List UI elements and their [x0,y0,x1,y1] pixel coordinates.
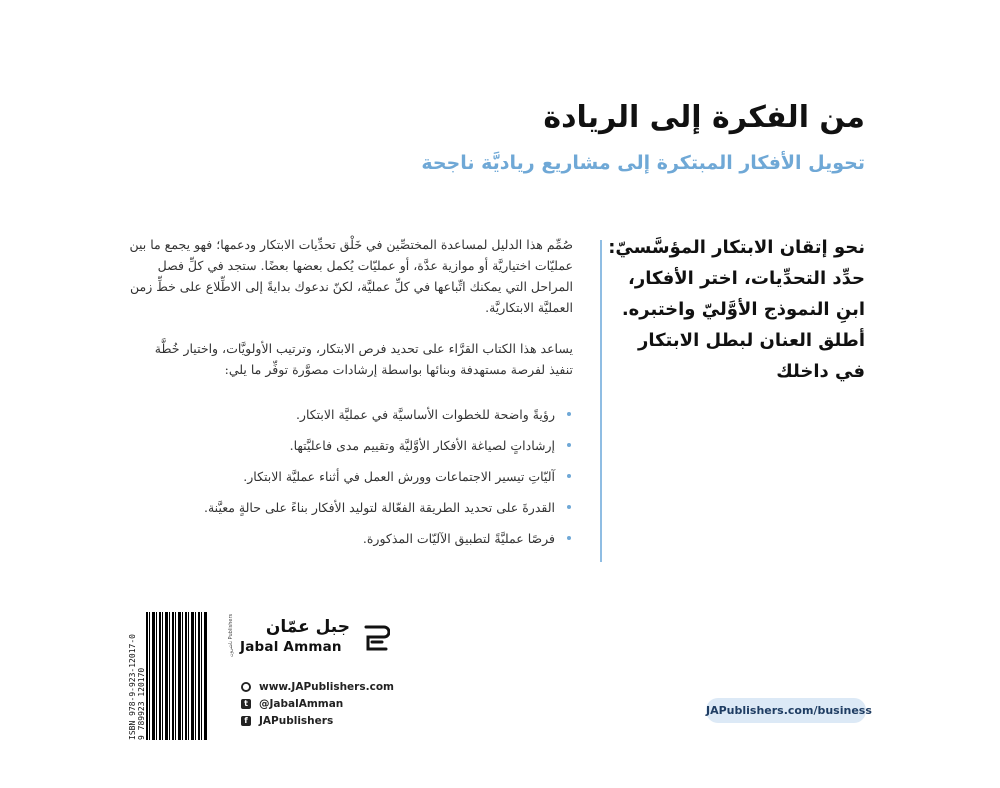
facebook-icon: f [241,716,251,726]
facebook-handle[interactable]: JAPublishers [259,714,334,727]
list-item-text: إرشاداتٍ لصياغة الأفكار الأوَّليَّة وتقييم مدى فاعليَّتها. [289,438,555,453]
bullet-dot-icon [567,412,571,416]
list-item [128,435,573,466]
bullet-dot-icon [567,536,571,540]
bullet-dot-icon [567,505,571,509]
list-item [128,528,573,559]
contact-facebook[interactable] [241,712,394,729]
list-item [128,404,573,435]
barcode [146,612,208,740]
publisher-name-arabic: جبل عمّان [265,617,350,637]
barcode-block [128,612,210,740]
slogan-line: حدِّد التحدِّيات، اختر الأفكار، [628,268,865,289]
benefits-list [128,404,573,559]
slogan-line: ابنِ النموذج الأوَّليّ واختبره. [621,299,865,320]
isbn-digits: 9 789923 120170 [137,667,146,740]
description-block [128,234,573,559]
slogan-line: نحو إتقان الابتكار المؤسَّسيّ: [608,237,865,258]
website-text[interactable]: www.JAPublishers.com [259,680,394,693]
publisher-sub-label: ناشرون Publishers [228,613,234,657]
list-item-text: فرصًا عمليَّةً لتطبيق الآليّات المذكورة. [362,531,555,546]
list-item-text: القدرةَ على تحديد الطريقة الفعّالة لتوليد الأفكار بناءً على حالةٍ معيَّنة. [204,500,555,515]
twitter-handle[interactable]: @JabalAmman [259,697,344,710]
isbn-label: ISBN 978-9-923-12017-0 [128,634,137,740]
contact-twitter[interactable] [241,695,394,712]
bullet-dot-icon [567,474,571,478]
globe-icon: ● [242,681,250,691]
vertical-divider [600,240,602,562]
contact-website[interactable] [241,678,394,695]
book-title: من الفكرة إلى الريادة [543,100,865,135]
list-item-text: رؤيةً واضحة للخطوات الأساسيَّة في عمليَّة الابتكار. [295,407,555,422]
business-url-badge[interactable]: JAPublishers.com/business [706,698,866,723]
twitter-icon: t [241,699,251,709]
slogan-line: أطلق العنان لبطل الابتكار [637,330,865,351]
description-paragraph: صُمِّم هذا الدليل لمساعدة المختصِّين في خَلْق تحدِّيات الابتكار ودعمها؛ فهو يجمع ما بين عمليّات اختياريَّة أو موازية عدَّة، أو عمليّات يُكمل بعضها بعضًا. ستجد في كلِّ فصل المراحل التي يمكنك اتِّباعها في كلِّ عمليَّة، لكنّ ندعوك بدايةً إلى الاطِّلاع على خطِّ زمن العمليَّة الابتكاريَّة. [129,237,573,315]
slogan-block [608,232,865,387]
book-subtitle: تحويل الأفكار المبتكرة إلى مشاريع رياديَّة ناجحة [421,152,865,174]
list-item-text: آليّاتِ تيسير الاجتماعات وورش العمل في أثناء عمليَّة الابتكار. [243,469,555,484]
contact-list [241,678,394,729]
list-item [128,497,573,528]
list-item [128,466,573,497]
publisher-logo-mark [362,623,390,653]
publisher-name-latin: Jabal Amman [240,639,342,655]
slogan-line: في داخلك [776,361,865,382]
publisher-logo [228,613,392,659]
bullet-dot-icon [567,443,571,447]
description-paragraph: يساعد هذا الكتاب القرَّاء على تحديد فرص الابتكار، وترتيب الأولويَّات، واختيار خُطَّة تنفيذ لفرصة مستهدفة وبنائها بواسطة إرشادات مصوَّرة توفِّر ما يلي: [154,341,573,377]
